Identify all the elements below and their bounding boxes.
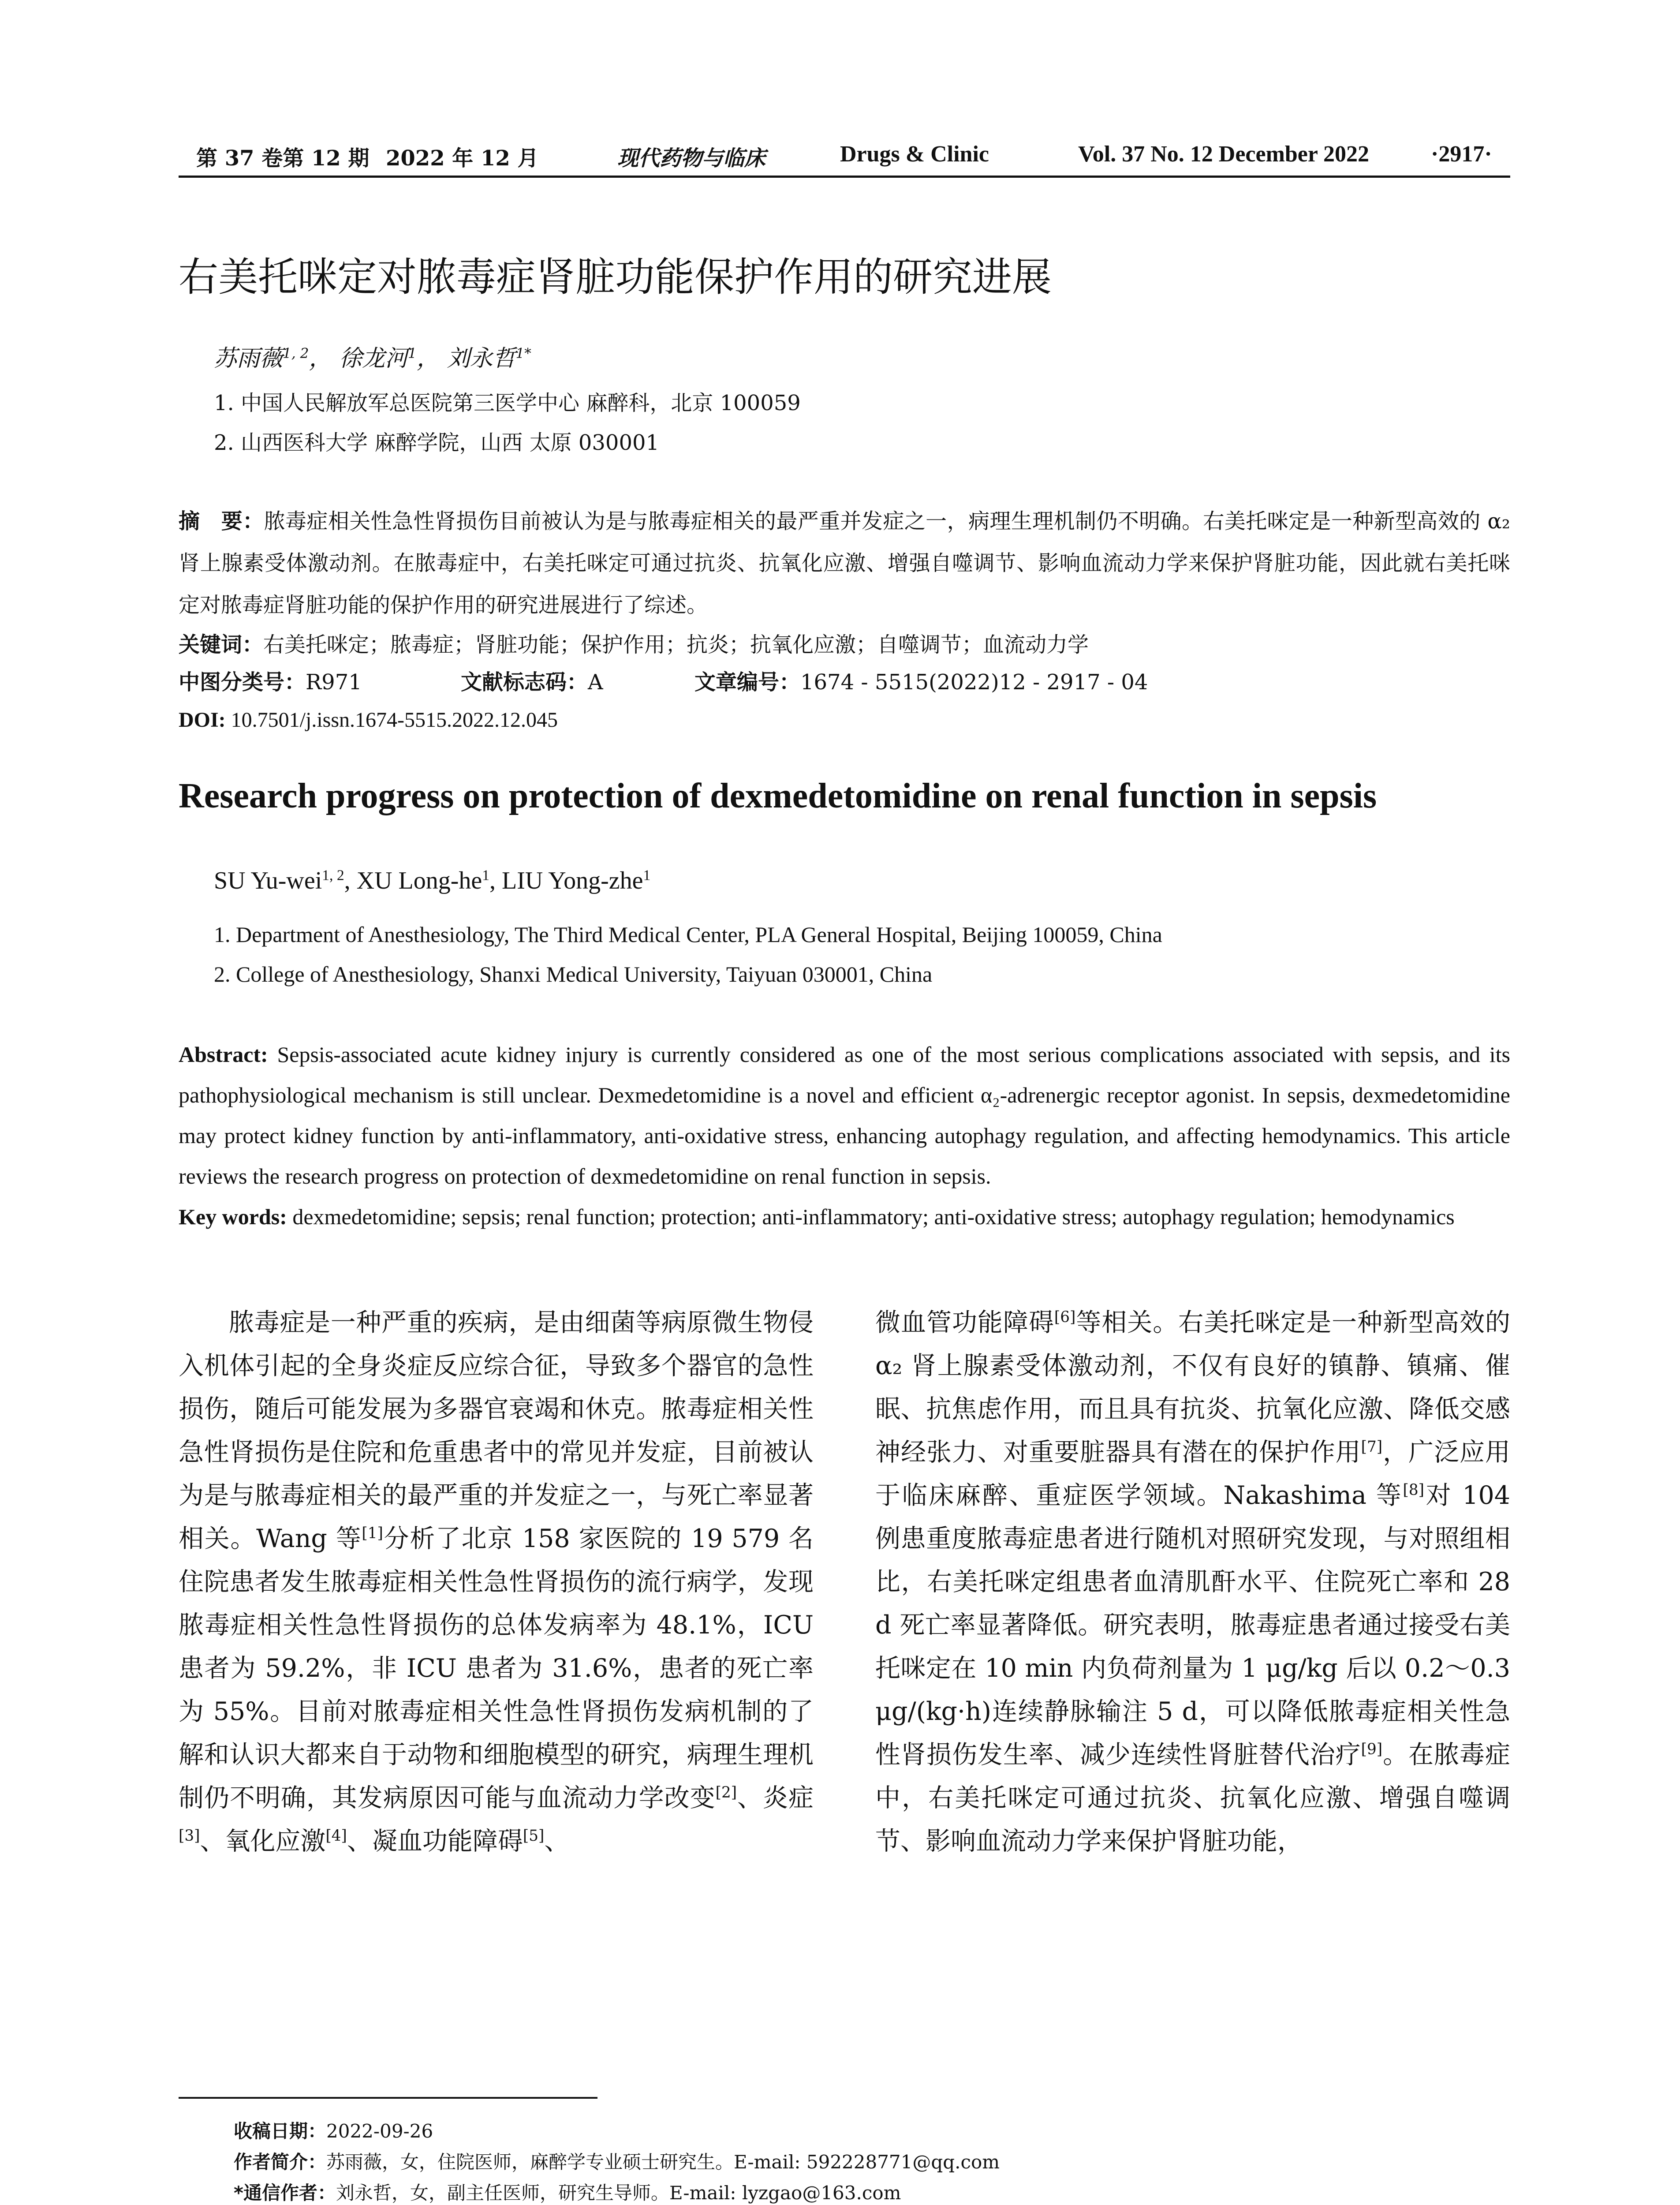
citation-9: [9]	[1361, 1741, 1383, 1758]
body-paragraph-continued: 微血管功能障碍[6]等相关。右美托咪定是一种新型高效的 α₂ 肾上腺素受体激动剂，不仅有良好的镇静、镇痛、催眠、抗焦虑作用，而且具有抗炎、抗氧化应激、降低交感神经张力、对重要脏器具有潜在的保护作用[7]，广泛应用于临床麻醉、重症医学领域。Nakashima 等[8]对 104 例患重度脓毒症患者进行随机对照研究发现，与对照组相比，右美托咪定组患者血清肌酐水平、住院死亡率和 28 d 死亡率显著降低。研究表明，脓毒症患者通过接受右美托咪定在 10 min 内负荷剂量为 1 μg/kg 后以 0.2～0.3 μg/(kg·h)连续静脉输注 5 d，可以降低脓毒症相关性急性肾损伤发生率、减少连续性肾脏替代治疗[9]。在脓毒症中，右美托咪定可通过抗炎、抗氧化应激、增强自噬调节、影响血流动力学来保护肾脏功能，	[875, 1308, 1511, 1856]
keywords-cn	[179, 624, 1510, 666]
doi-line	[179, 699, 1510, 741]
citation-4: [4]	[325, 1827, 347, 1845]
citation-1: [1]	[362, 1525, 383, 1542]
abstract-en-text: Sepsis-associated acute kidney injury is currently considered as one of the most serious complications associated with sepsis, and its pathophysiological mechanism is still unclear. Dexmedetomidine is a novel and efficient α₂-adrenergic receptor agonist. In sepsis, dexmedetomidine may protect kidney function by anti-inflammatory, anti-oxidative stress, enhancing autophagy regulation, and affecting hemodynamics. This article reviews the research progress on protection of dexmedetomidine on renal function in sepsis.	[179, 1042, 1510, 1188]
title-en: Research progress on protection of dexmedetomidine on renal function in sepsis	[179, 777, 1377, 815]
clc-value: R971	[306, 670, 362, 695]
citation-7: [7]	[1361, 1438, 1383, 1456]
body-column-left	[179, 1301, 814, 1863]
keywords-en-text: dexmedetomidine; sepsis; renal function; protection; anti-inflammatory; anti-oxidative stress; autophagy regulation; hemodynamics	[292, 1204, 1455, 1229]
date-cn: 2022 年 12 月	[386, 146, 539, 171]
keywords-cn-text: 右美托咪定；脓毒症；肾脏功能；保护作用；抗炎；抗氧化应激；自噬调节；血流动力学	[263, 632, 1089, 657]
corr-text: 刘永哲，女，副主任医师，研究生导师。E-mail: lyzgao@163.com	[336, 2182, 901, 2204]
citation-8: [8]	[1403, 1481, 1424, 1499]
footnote-rule	[179, 2097, 597, 2099]
citation-5: [5]	[523, 1827, 545, 1845]
author-en-2: XU Long-he	[356, 867, 482, 894]
citation-6: [6]	[1054, 1308, 1076, 1326]
bio-text: 苏雨薇，女，住院医师，麻醉学专业硕士研究生。E-mail: 592228771@qq.com	[326, 2151, 1000, 2173]
volume-info: Vol. 37 No. 12 December 2022	[1078, 142, 1370, 167]
abstract-cn	[179, 501, 1510, 626]
issue-cn: 第 37 卷第 12 期	[196, 146, 370, 171]
author-en-1: SU Yu-wei	[214, 867, 322, 894]
author-1: 苏雨薇	[214, 345, 283, 372]
author-2: 徐龙河	[339, 345, 408, 372]
footnote-received	[234, 2117, 433, 2143]
page-number: ·2917·	[1431, 142, 1492, 167]
citation-3: [3]	[179, 1827, 200, 1845]
body-column-right	[875, 1301, 1510, 1863]
doc-code-label: 文献标志码：	[461, 670, 588, 695]
author-en-3: LIU Yong-zhe	[502, 867, 643, 894]
doc-code-value: A	[588, 670, 603, 695]
classification-line	[179, 662, 1510, 703]
header-rule	[179, 176, 1510, 178]
doi-value: 10.7501/j.issn.1674-5515.2022.12.045	[231, 708, 558, 732]
author-3-affil: 1*	[515, 345, 531, 362]
abstract-cn-label: 摘 要：	[179, 509, 264, 534]
footnote-corresponding	[234, 2179, 901, 2205]
bio-label: 作者简介：	[234, 2151, 327, 2173]
affiliation-cn-1: 1. 中国人民解放军总医院第三医学中心 麻醉科，北京 100059	[214, 391, 801, 415]
abstract-en-label: Abstract:	[179, 1042, 268, 1067]
author-en-2-affil: 1	[482, 867, 490, 884]
author-en-1-affil: 1, 2	[322, 867, 344, 884]
received-date: 2022-09-26	[326, 2120, 433, 2142]
author-1-affil: 1, 2	[283, 345, 309, 362]
citation-2: [2]	[715, 1784, 737, 1801]
affiliation-en-2: 2. College of Anesthesiology, Shanxi Medical University, Taiyuan 030001, China	[214, 962, 933, 987]
affiliation-cn-2: 2. 山西医科大学 麻醉学院，山西 太原 030001	[214, 430, 660, 455]
article-number-value: 1674 - 5515(2022)12 - 2917 - 04	[800, 670, 1148, 695]
journal-name-cn: 现代药物与临床	[617, 146, 766, 171]
author-en-3-affil: 1	[643, 867, 651, 884]
keywords-cn-label: 关键词：	[179, 632, 264, 657]
author-2-affil: 1	[408, 345, 417, 362]
running-header	[179, 141, 1510, 172]
title-cn: 右美托咪定对脓毒症肾脏功能保护作用的研究进展	[179, 254, 1052, 300]
footnote-author-bio	[234, 2148, 1000, 2174]
keywords-en-label: Key words:	[179, 1204, 287, 1229]
keywords-en	[179, 1196, 1510, 1237]
authors-cn: 苏雨薇$^{1, 2}$， 徐龙河$^1$， 刘永哲$^{1*}$	[214, 345, 531, 372]
body-paragraph: 脓毒症是一种严重的疾病，是由细菌等病原微生物侵入机体引起的全身炎症反应综合征，导致多个器官的急性损伤，随后可能发展为多器官衰竭和休克。脓毒症相关性急性肾损伤是住院和危重患者中的常见并发症，目前被认为是与脓毒症相关的最严重的并发症之一，与死亡率显著相关。Wang 等[1]分析了北京 158 家医院的 19 579 名住院患者发生脓毒症相关性急性肾损伤的流行病学，发现脓毒症相关性急性肾损伤的总体发病率为 48.1%，ICU 患者为 59.2%，非 ICU 患者为 31.6%，患者的死亡率为 55%。目前对脓毒症相关性急性肾损伤发病机制的了解和认识大都来自于动物和细胞模型的研究，病理生理机制仍不明确，其发病原因可能与血流动力学改变[2]、炎症[3]、氧化应激[4]、凝血功能障碍[5]、	[179, 1308, 814, 1856]
abstract-en	[179, 1034, 1510, 1196]
doi-label: DOI:	[179, 708, 226, 732]
received-label: 收稿日期：	[234, 2120, 327, 2142]
abstract-cn-text: 脓毒症相关性急性肾损伤目前被认为是与脓毒症相关的最严重并发症之一，病理生理机制仍不明确。右美托咪定是一种新型高效的 α₂ 肾上腺素受体激动剂。在脓毒症中，右美托咪定可通过抗炎、抗氧化应激、增强自噬调节、影响血流动力学来保护肾脏功能，因此就右美托咪定对脓毒症肾脏功能的保护作用的研究进展进行了综述。	[179, 509, 1510, 617]
journal-name-en: Drugs & Clinic	[840, 142, 989, 167]
authors-en: SU Yu-wei$^{1, 2}$, XU Long-$he^1$, LIU Yong-zhe$^1$	[214, 867, 651, 894]
clc-label: 中图分类号：	[179, 670, 306, 695]
article-number-label: 文章编号：	[694, 670, 801, 695]
affiliation-en-1: 1. Department of Anesthesiology, The Third Medical Center, PLA General Hospital, Beijing 100059, China	[214, 922, 1162, 947]
author-3: 刘永哲	[447, 345, 516, 372]
corr-label: *通信作者：	[234, 2182, 336, 2204]
